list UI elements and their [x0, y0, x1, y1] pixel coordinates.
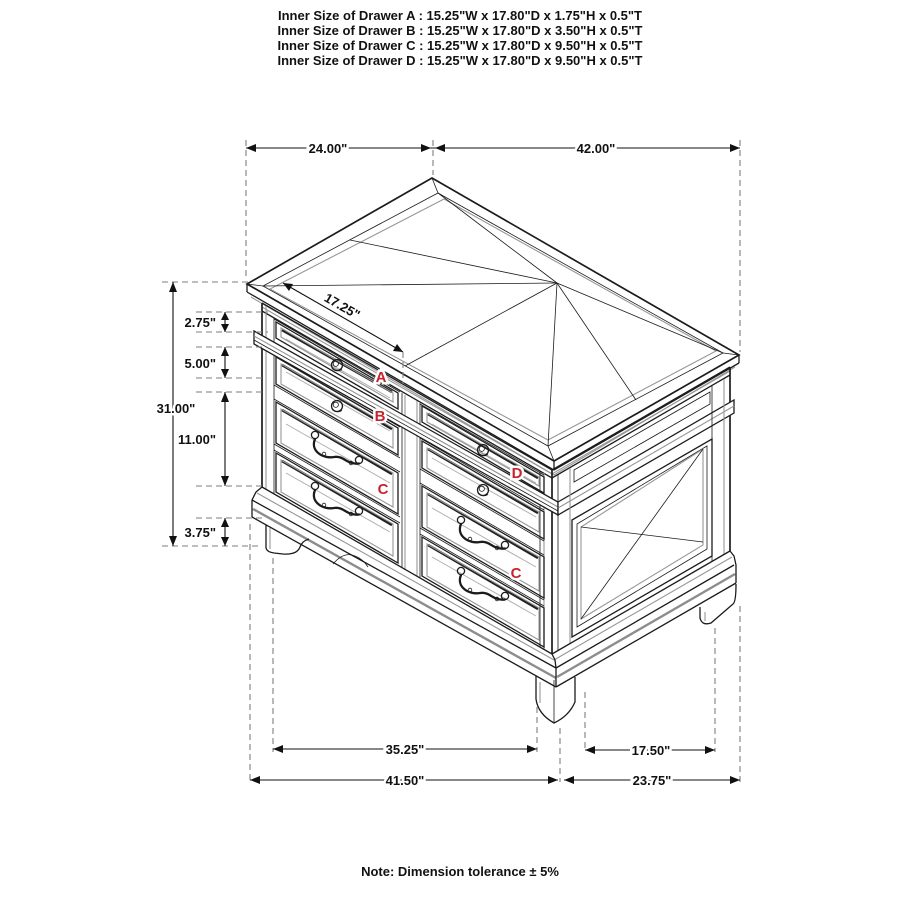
header-drawer-sizes	[278, 8, 643, 68]
header-line-drawer-b: Inner Size of Drawer B : 15.25"W x 17.80"D x 3.50"H x 0.5"T	[277, 23, 643, 38]
dimension-front-feet-span: 35.25"	[385, 742, 425, 757]
dimension-drawer-c-height: 11.00"	[178, 432, 216, 447]
drawer-label-c-right: C	[510, 565, 522, 582]
drawer-label-d: D	[511, 465, 523, 482]
drawer-label-a: A	[375, 369, 387, 386]
knob-icon	[332, 401, 343, 412]
dimension-top-width: 42.00"	[576, 141, 616, 156]
cabinet-line-art	[247, 178, 739, 723]
drawer-label-b: B	[374, 408, 386, 425]
header-line-drawer-d: Inner Size of Drawer D : 15.25"W x 17.80"D x 9.50"H x 0.5"T	[277, 53, 643, 68]
tolerance-note: Note: Dimension tolerance ± 5%	[361, 864, 559, 879]
dimension-base-height: 3.75"	[184, 525, 216, 540]
header-line-drawer-a: Inner Size of Drawer A : 15.25"W x 17.80"D x 1.75"H x 0.5"T	[277, 8, 643, 23]
cabinet-top	[247, 178, 739, 475]
left-dimensions	[157, 282, 268, 546]
bottom-dimensions	[250, 524, 740, 788]
dimension-top-section-height: 2.75"	[184, 315, 216, 330]
drawer-label-c-left: C	[377, 481, 389, 498]
dimension-drawer-b-height: 5.00"	[184, 356, 216, 371]
dimension-drawer-front-width: 17.25"	[321, 289, 363, 323]
dimension-side-base-depth: 23.75"	[632, 773, 672, 788]
dimension-overall-height: 31.00"	[156, 401, 196, 416]
dimension-top-depth: 24.00"	[308, 141, 348, 156]
knob-icon	[478, 485, 489, 496]
dimension-side-feet-span: 17.50"	[631, 743, 671, 758]
header-line-drawer-c: Inner Size of Drawer C : 15.25"W x 17.80"D x 9.50"H x 0.5"T	[277, 38, 643, 53]
dimension-front-base-width: 41.50"	[385, 773, 425, 788]
